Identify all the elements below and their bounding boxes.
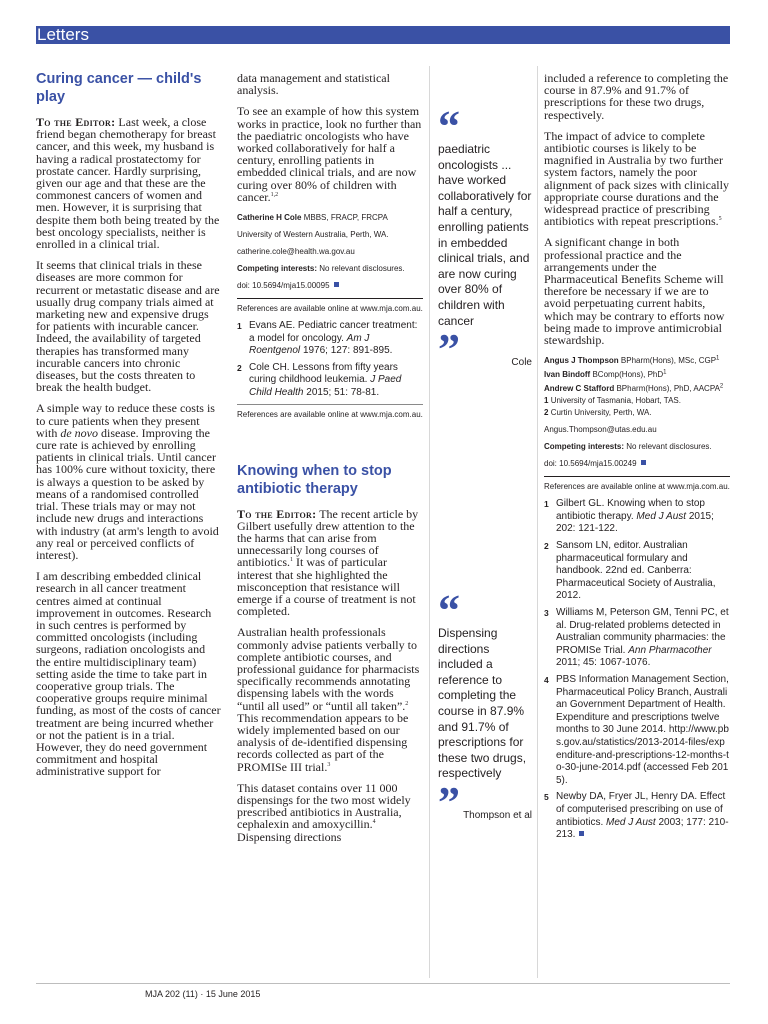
author-quals: BPharm(Hons), PhD, AACPA <box>616 384 720 394</box>
letter1-paragraph-1 <box>36 116 222 250</box>
close-quote-icon: ” <box>438 777 460 827</box>
letter1-references <box>237 320 423 400</box>
letter1-paragraph-5 <box>237 105 423 203</box>
affiliation-number: 2 <box>544 408 549 418</box>
author-name: Ivan Bindoff <box>544 370 591 380</box>
reference-text: Newby DA, Fryer JL, Henry DA. Effect of computerised prescribing on use of antibiotics. <box>556 791 726 828</box>
letter1-p5-sup: 1,2 <box>270 191 279 198</box>
reference-journal: Ann Pharmacother <box>628 644 712 656</box>
author-sup: 2 <box>719 383 724 390</box>
letter2-p2-sup2: 3 <box>327 761 331 768</box>
affiliation-text: University of Tasmania, Hobart, TAS. <box>550 396 681 406</box>
reference-text: Gilbert GL. Knowing when to stop antibiotic therapy. <box>556 498 705 522</box>
pullquote-2 <box>438 586 532 827</box>
footer-citation: MJA 202 (11) · 15 June 2015 <box>145 989 261 999</box>
letter2-title: Knowing when to stop antibiotic therapy <box>237 462 392 497</box>
pullquote-2-text: Dispensing directions included a reference to completing the course in 87.9% and 91.7% of prescriptions for these two drugs, respectively <box>438 626 527 781</box>
letter2-p3-b: Dispensing directions <box>237 829 342 844</box>
letter2-references <box>544 498 730 841</box>
reference-journal: Med J Aust <box>606 816 656 828</box>
pullquote-1 <box>438 102 532 375</box>
letter1-paragraph-2: It seems that clinical trials in these diseases are more common for recurrent or metastatic disease and are usually drug company trials aimed at marketing new and expensive drugs for patients with incurable cancer. Indeed, the availability of targeted therapies has transformed many incurable cancers into chronic diseases, but the costs threaten to break the health budget. <box>36 258 220 395</box>
letter2-p4-text: The impact of advice to complete antibiotic courses is likely to be magnified in Australia by two further system factors, namely the poor alignment of pack sizes with clinically appropriate course durations and the widespread practice of prescribing antibiotics with repeat prescriptions. <box>544 128 729 229</box>
letter1-affiliation: University of Western Australia, Perth, WA. <box>237 230 389 240</box>
author-quals: BComp(Hons), PhD <box>592 370 664 380</box>
letter1-competing-label: Competing interests: <box>237 264 318 274</box>
letter1-paragraph-4: I am describing embedded clinical research in all cancer treatment centres aimed at continual improvement in outcomes. Research in such centres is performed by committed oncologists (including surgeons, radiation oncologists and the entire multidisciplinary team) setting aside the time to take part in cooperative group trials. The cooperative groups require minimal funding, as most of the costs of cancer treatment are being incurred whether or not the patient is in a trial. However, they do need government commitment and hospital administrative support for <box>36 569 221 779</box>
reference-journal: Med J Aust <box>636 510 687 522</box>
end-square-icon <box>579 831 584 836</box>
column-divider-right <box>537 66 538 978</box>
reference-item <box>544 607 730 670</box>
letter2-paragraph-4 <box>544 130 730 228</box>
end-square-icon <box>641 460 646 465</box>
letter2-competing-text: No relevant disclosures. <box>626 442 712 452</box>
reference-tail: 1976; 127: 891-895. <box>302 345 393 357</box>
reference-journal: Am J Roentgenol <box>249 332 370 357</box>
author-sup: 1 <box>716 355 720 362</box>
letter1-column2 <box>237 72 423 852</box>
letter1-paragraph-4-cont: data management and statistical analysis. <box>237 71 390 98</box>
letter1-p1-text: Last week, a close friend began chemotherapy for breast cancer, and this week, my husband is having a radical prostatectomy for prostate cancer. Hardly surprising, given our age and that these are the commonest cancers of women and men. However, it is surprising that despite them both being treated by the best oncology specialists, neither is enrolled in a clinical trial. <box>36 115 220 252</box>
reference-item <box>237 320 423 358</box>
reference-tail: 2011; 45: 1067-1076. <box>556 657 651 669</box>
letter2-paragraph-3 <box>237 782 423 843</box>
reference-tail: 2003; 177: 210-213. <box>556 816 729 841</box>
letter2-p3-sup: 4 <box>372 819 376 826</box>
reference-item <box>544 540 730 603</box>
letter1-email[interactable]: catherine.cole@health.wa.gov.au <box>237 247 355 257</box>
reference-number: 5 <box>544 792 549 803</box>
author-name: Andrew C Stafford <box>544 384 615 394</box>
letter1-refs-divider-2 <box>237 404 423 405</box>
reference-text: Evans AE. Pediatric cancer treatment: a model for oncology. <box>249 320 418 344</box>
reference-number: 2 <box>544 541 549 552</box>
section-header-bar <box>36 26 730 44</box>
open-quote-icon: “ <box>438 586 460 635</box>
pullquote-1-text: paediatric oncologists ... have worked collaboratively for half a century, enrolling patients in embedded clinical trials, and are now curing over 80% of children with cancer <box>438 142 532 328</box>
author-quals: BPharm(Hons), MSc, CGP <box>620 356 717 366</box>
letter2-salutation: To the Editor: <box>237 506 317 521</box>
reference-text: Cole CH. Lessons from fifty years curing childhood leukemia. <box>249 361 398 386</box>
letter2-p1-sup: 1 <box>290 557 293 564</box>
author-sup: 1 <box>663 369 667 376</box>
letter2-p2-sup: 2 <box>405 700 409 707</box>
reference-text: Sansom LN, editor. Australian pharmaceutical formulary and handbook. 22nd ed. Canberra: Pharmaceutical Society of Australia, 2012. <box>556 540 716 602</box>
reference-tail: 2015; 202: 121-122. <box>556 510 714 535</box>
letter1-p3-b: disease. Improving the cure rate is achieved by enrolling patients in clinical trials. Until cancer has 100% cure without toxicity, there is always a question to be asked by means of a randomised controlled trial. These trials may or may not include new drugs and interactions with industry (at arm's length to avoid any real or perceived conflicts of interest). <box>36 425 219 562</box>
section-title: Letters <box>37 25 89 44</box>
author-name: Angus J Thompson <box>544 356 619 366</box>
letter1-signature <box>237 213 423 291</box>
letter2-p3-text: This dataset contains over 11 000 dispensings for the two most widely prescribed antibiotics in Australia, cephalexin and amoxycillin. <box>237 780 411 832</box>
letter2-paragraph-1 <box>237 508 423 618</box>
pullquote-1-attribution: Cole <box>511 357 532 369</box>
letter1-column1 <box>36 70 222 787</box>
reference-number: 4 <box>544 674 549 685</box>
letter1-competing-text: No relevant disclosures. <box>319 264 405 274</box>
letter1-author-quals: MBBS, FRACP, FRCPA <box>303 213 388 223</box>
letter2-p2-b: This recommendation appears to be widely implemented based on our analysis of de-identified dispensing records collected as part of the PROMISe III trial. <box>237 710 409 774</box>
letter2-p1-b: It was of particular interest that she highlighted the misconception that resistance will emerge if a course of treatment is not completed. <box>237 555 416 619</box>
reference-item <box>544 791 730 841</box>
letter2-p4-sup: 5 <box>718 216 722 223</box>
reference-text: Williams M, Peterson GM, Tenni PC, et al. Drug-related problems detected in Australian community pharmacies: the PROMISe Trial. <box>556 607 729 656</box>
letter2-paragraph-3-cont: included a reference to completing the course in 87.9% and 91.7% of prescriptions for these two drugs, respectively. <box>544 71 729 122</box>
reference-number: 1 <box>544 499 549 510</box>
letter2-column4 <box>544 72 730 846</box>
letter2-competing-label: Competing interests: <box>544 442 625 452</box>
letter1-paragraph-3 <box>36 402 222 561</box>
reference-tail: 2015; 51: 78-81. <box>306 387 380 398</box>
letter1-refs-note[interactable]: References are available online at www.mja.com.au. <box>237 304 423 314</box>
letter2-p1-text: The recent article by Gilbert usefully drew attention to the the harms that can arise from unnecessarily long courses of antibiotics. <box>237 506 419 570</box>
end-square-icon <box>334 282 339 287</box>
letter2-refs-note[interactable]: References are available online at www.mja.com.au. <box>544 482 730 492</box>
letter2-paragraph-2 <box>237 626 423 772</box>
affiliation-text: Curtin University, Perth, WA. <box>550 408 652 418</box>
reference-item <box>237 362 423 400</box>
reference-item <box>544 498 730 536</box>
footer-divider <box>36 983 730 984</box>
letter2-email[interactable]: Angus.Thompson@utas.edu.au <box>544 425 657 435</box>
reference-number: 1 <box>237 321 242 332</box>
letter2-p2-text: Australian health professionals commonly advise patients verbally to complete antibiotic courses, and professional guidance for pharmacists specifically recommends annotating dispensing labels with the words “until all used” or “until all taken”. <box>237 625 420 713</box>
affiliation-number: 1 <box>544 396 549 406</box>
letter1-refs-divider <box>237 298 423 299</box>
letter2-refs-divider <box>544 476 730 477</box>
reference-number: 3 <box>544 608 549 619</box>
letter1-p5-text: To see an example of how this system works in practice, look no further than the paediatric oncologists who have worked collaboratively for half a century, enrolling patients in embedded clinical trials, and are now curing over 80% of children with cancer. <box>237 104 422 204</box>
letter1-doi[interactable]: doi: 10.5694/mja15.00095 <box>237 281 330 291</box>
letter1-title: Curing cancer — child's play <box>36 71 202 105</box>
pullquote-2-attribution: Thompson et al <box>463 809 532 821</box>
close-quote-icon: ” <box>438 325 460 375</box>
letter1-author-name: Catherine H Cole <box>237 213 302 223</box>
letter1-p3-a: A simple way to reduce these costs is to cure patients when they present with <box>36 401 215 440</box>
letter2-paragraph-5: A significant change in both professional practice and the arrangements under the Pharmaceutical Benefits Scheme will therefore be necessary if we are to avoid perpetuating current habits, which may be contrary to efforts now being made to improve antimicrobial stewardship. <box>544 235 725 348</box>
column-divider-left <box>429 66 430 978</box>
letter2-signature <box>544 356 730 469</box>
letter2-doi[interactable]: doi: 10.5694/mja15.00249 <box>544 459 637 469</box>
letter1-refs-note-2[interactable]: References are available online at www.mja.com.au. <box>237 409 423 419</box>
letter1-salutation: To the Editor: <box>36 115 116 129</box>
reference-item <box>544 674 730 787</box>
reference-text: PBS Information Management Section, Pharmaceutical Policy Branch, Australian Government Department of Health. Expenditure and prescriptions twelve months to 30 June 2014. http://www.pbs.gov.au/statistics/2013-2014-files/expenditure-and-prescriptions-12-months-to-30-june-2014.pdf (accessed Feb 2015). <box>556 673 729 786</box>
reference-number: 2 <box>237 362 242 373</box>
letter1-p3-italic: de novo <box>60 425 98 440</box>
reference-journal: J Paed Child Health <box>249 374 402 398</box>
open-quote-icon: “ <box>438 102 460 151</box>
